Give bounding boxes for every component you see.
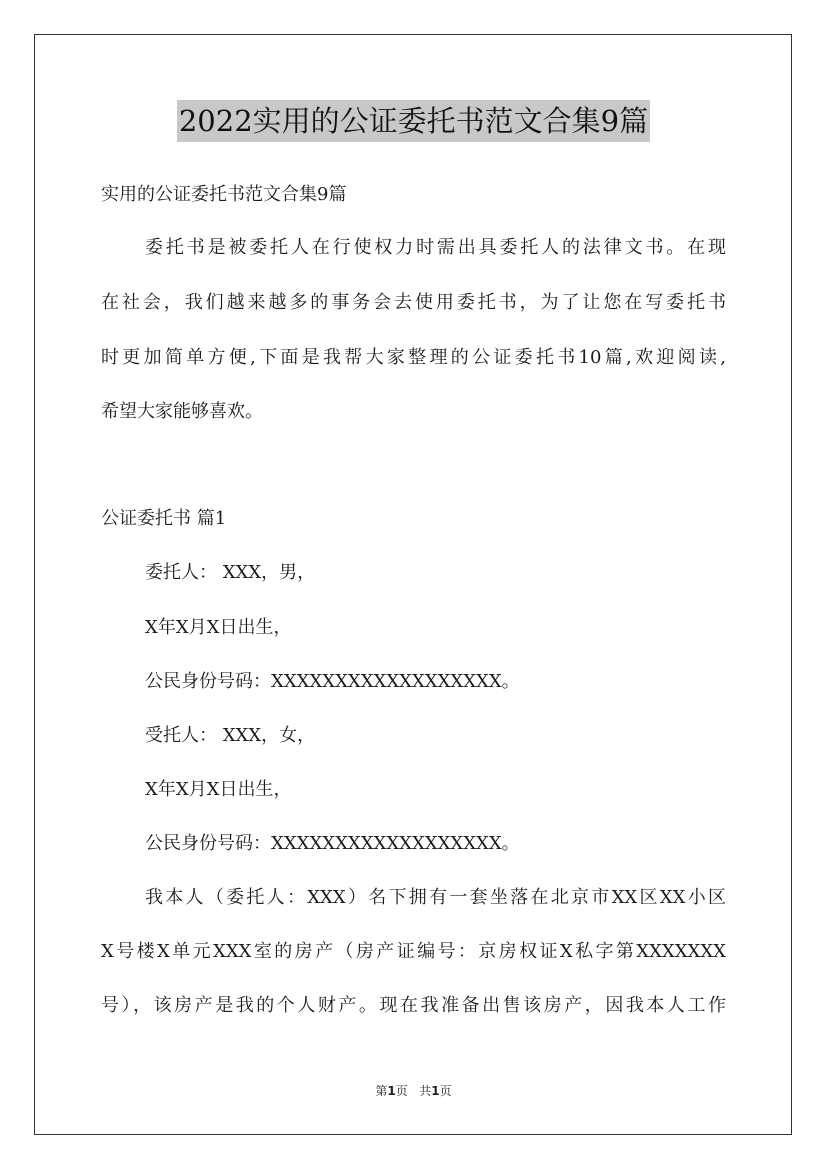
intro-line-2: 在社会，我们越来越多的事务会去使用委托书，为了让您在写委托书	[101, 292, 726, 313]
intro-line-3: 时更加简单方便,下面是我帮大家整理的公证委托书10篇,欢迎阅读,	[101, 347, 726, 368]
intro-line-4: 希望大家能够喜欢。	[101, 401, 263, 422]
total-pages: 1	[431, 1084, 440, 1098]
entry-agent-birth: X年X月X日出生，	[145, 779, 292, 800]
page-label-prefix: 第	[375, 1084, 388, 1098]
intro-line-1: 委托书是被委托人在行使权力时需出具委托人的法律文书。在现	[145, 237, 726, 258]
body-line-1: 我本人（委托人：XXX）名下拥有一套坐落在北京市XX区XX小区	[145, 887, 726, 908]
page-number: 1	[387, 1084, 396, 1098]
entry-principal-id: 公民身份号码：XXXXXXXXXXXXXXXXXX。	[145, 671, 520, 692]
document-subtitle: 实用的公证委托书范文合集9篇	[101, 184, 347, 205]
total-label-prefix: 共	[419, 1084, 432, 1098]
title-container	[0, 100, 827, 142]
page-footer	[0, 1083, 827, 1099]
entry-agent-id: 公民身份号码：XXXXXXXXXXXXXXXXXX。	[145, 833, 520, 854]
page-label-suffix: 页	[395, 1084, 408, 1098]
entry-agent: 受托人： XXX，女，	[145, 725, 316, 746]
total-label-suffix: 页	[439, 1084, 452, 1098]
section-heading: 公证委托书 篇1	[101, 508, 227, 529]
body-line-3: 号），该房产是我的个人财产。现在我准备出售该房产，因我本人工作	[101, 995, 726, 1016]
body-line-2: X号楼X单元XXX室的房产（房产证编号：京房权证X私字第XXXXXXX	[101, 941, 726, 962]
entry-principal-birth: X年X月X日出生，	[145, 617, 292, 638]
entry-principal: 委托人： XXX，男，	[145, 562, 316, 583]
page-title: 2022实用的公证委托书范文合集9篇	[177, 100, 650, 142]
